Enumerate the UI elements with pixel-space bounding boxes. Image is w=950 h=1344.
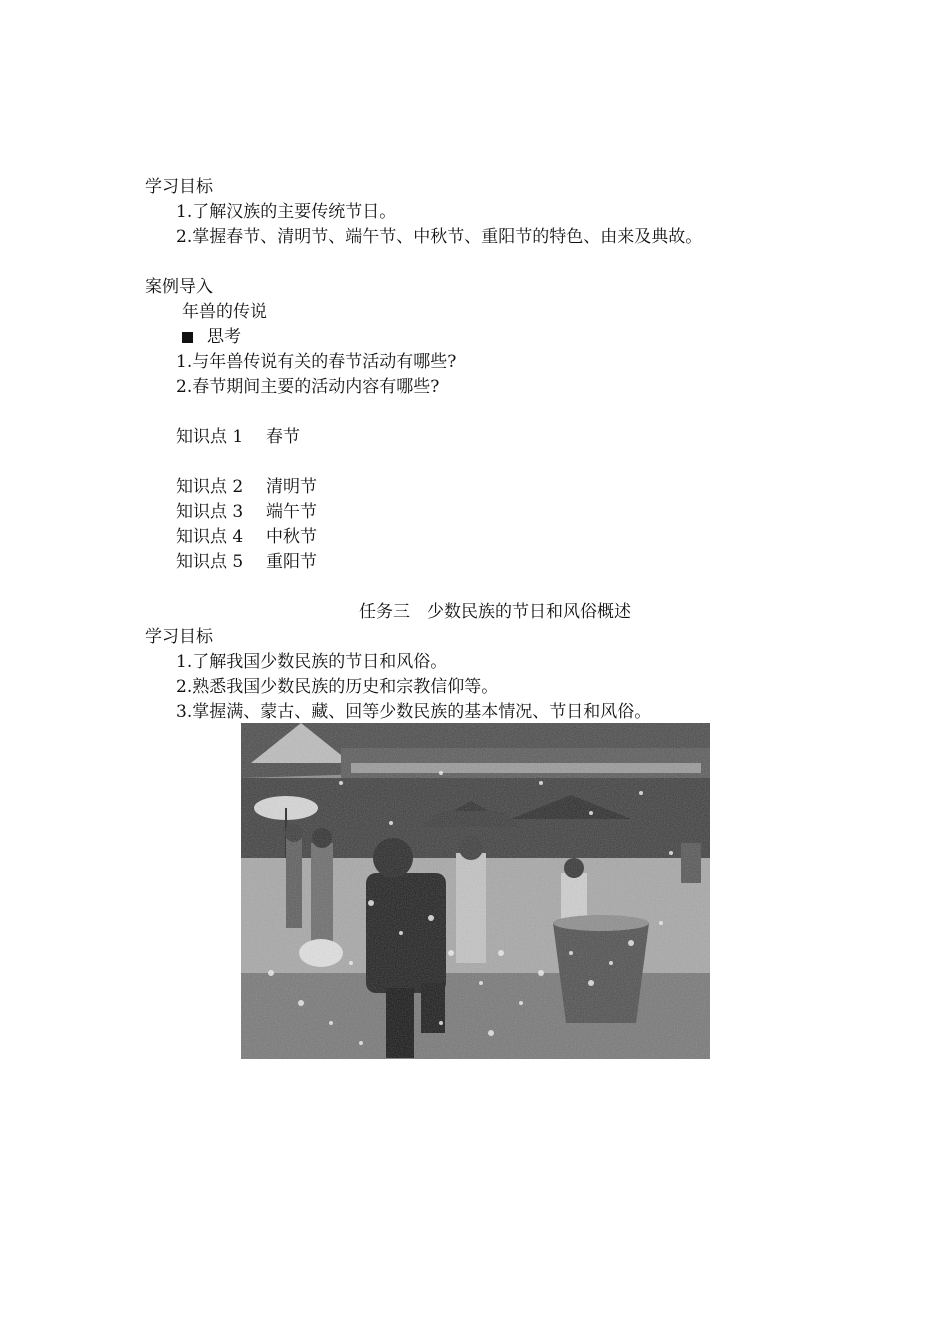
objectives-heading: 学习目标 <box>145 177 213 197</box>
objective-item-2: 2.掌握春节、清明节、端午节、中秋节、重阳节的特色、由来及典故。 <box>176 227 703 247</box>
objective-item-1: 1.了解汉族的主要传统节日。 <box>176 202 397 222</box>
objective-2-item-2: 2.熟悉我国少数民族的历史和宗教信仰等。 <box>176 677 499 697</box>
knowledge-point-4 <box>176 526 317 548</box>
case-title: 年兽的传说 <box>182 302 267 322</box>
knowledge-point-name: 春节 <box>266 427 300 447</box>
knowledge-point-label: 知识点 4 <box>176 527 244 547</box>
think-label: 思考 <box>207 327 241 347</box>
square-bullet-icon <box>182 332 193 343</box>
water-splashing-festival-photo <box>241 723 710 1059</box>
knowledge-point-name: 端午节 <box>266 502 317 522</box>
knowledge-point-2 <box>176 476 317 498</box>
objective-2-item-1: 1.了解我国少数民族的节日和风俗。 <box>176 652 448 672</box>
knowledge-point-1 <box>176 426 300 448</box>
question-item-2: 2.春节期间主要的活动内容有哪些? <box>176 377 440 397</box>
case-heading: 案例导入 <box>145 277 213 297</box>
question-item-1: 1.与年兽传说有关的春节活动有哪些? <box>176 352 457 372</box>
knowledge-point-name: 清明节 <box>266 477 317 497</box>
knowledge-point-3 <box>176 501 317 523</box>
think-row <box>182 326 241 348</box>
knowledge-point-5 <box>176 551 317 573</box>
task-title: 任务三 少数民族的节日和风俗概述 <box>359 602 631 622</box>
knowledge-point-label: 知识点 5 <box>176 552 244 572</box>
objectives-heading-2: 学习目标 <box>145 627 213 647</box>
knowledge-point-name: 重阳节 <box>266 552 317 572</box>
knowledge-point-label: 知识点 1 <box>176 427 244 447</box>
knowledge-point-label: 知识点 3 <box>176 502 244 522</box>
knowledge-point-name: 中秋节 <box>266 527 317 547</box>
objective-2-item-3: 3.掌握满、蒙古、藏、回等少数民族的基本情况、节日和风俗。 <box>176 702 652 722</box>
knowledge-point-label: 知识点 2 <box>176 477 244 497</box>
